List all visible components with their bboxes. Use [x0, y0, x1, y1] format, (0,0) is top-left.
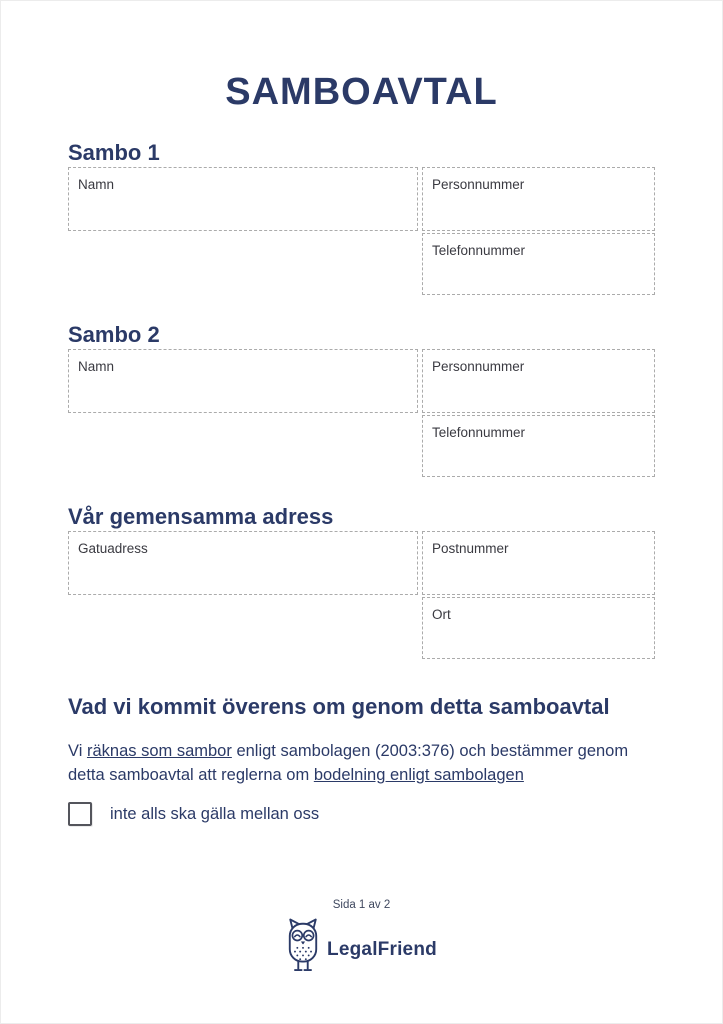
- document-title: SAMBOAVTAL: [225, 71, 498, 113]
- link-raknas-som-sambor[interactable]: räknas som sambor: [86, 742, 232, 760]
- document-content: [68, 141, 655, 826]
- link-bodelning-enligt-sambolagen[interactable]: bodelning enligt sambolagen: [313, 766, 524, 784]
- sambo2-name-field[interactable]: [68, 349, 418, 413]
- address-field-grid: [68, 531, 655, 659]
- address-street-label: Gatuadress: [78, 541, 148, 556]
- address-city-label: Ort: [432, 607, 451, 622]
- sambo2-phone-label: Telefonnummer: [432, 425, 526, 440]
- sambo1-name-field[interactable]: [68, 167, 418, 231]
- sambo2-phone-field[interactable]: [422, 415, 655, 477]
- address-street-field[interactable]: [68, 531, 418, 595]
- agreement-heading: Vad vi kommit överens om genom detta samboavtal: [68, 694, 610, 719]
- agreement-paragraph: [68, 739, 655, 787]
- page-indicator: Sida 1 av 2: [332, 899, 391, 911]
- agreement-text-part2: enligt sambolagen (2003:376) och bestämmer genom detta samboavtal att reglerna om: [68, 742, 629, 784]
- sambo2-field-grid: [68, 349, 655, 477]
- page-footer: [1, 899, 722, 974]
- sambo2-name-label: Namn: [78, 359, 115, 374]
- address-city-field[interactable]: [422, 597, 655, 659]
- sambo1-field-grid: [68, 167, 655, 295]
- address-postal-code-label: Postnummer: [432, 541, 509, 556]
- sambo1-name-label: Namn: [78, 177, 115, 192]
- agreement-checkbox-row: [68, 802, 655, 826]
- agreement-checkbox[interactable]: [68, 802, 92, 826]
- sambo1-personal-number-field[interactable]: [422, 167, 655, 231]
- agreement-text-part1: Vi: [68, 742, 87, 760]
- sambo2-personal-number-field[interactable]: [422, 349, 655, 413]
- section-heading-address: Vår gemensamma adress: [68, 504, 334, 529]
- sambo1-phone-field[interactable]: [422, 233, 655, 295]
- owl-icon: [286, 916, 320, 974]
- sambo1-personal-number-label: Personnummer: [432, 177, 525, 192]
- agreement-checkbox-label: inte alls ska gälla mellan oss: [110, 804, 320, 823]
- address-postal-code-field[interactable]: [422, 531, 655, 595]
- section-heading-sambo2: Sambo 2: [68, 322, 160, 347]
- brand-logo: [1, 916, 722, 974]
- sambo2-personal-number-label: Personnummer: [432, 359, 525, 374]
- brand-name: LegalFriend: [327, 939, 437, 960]
- sambo1-phone-label: Telefonnummer: [432, 243, 526, 258]
- section-heading-sambo1: Sambo 1: [68, 140, 160, 165]
